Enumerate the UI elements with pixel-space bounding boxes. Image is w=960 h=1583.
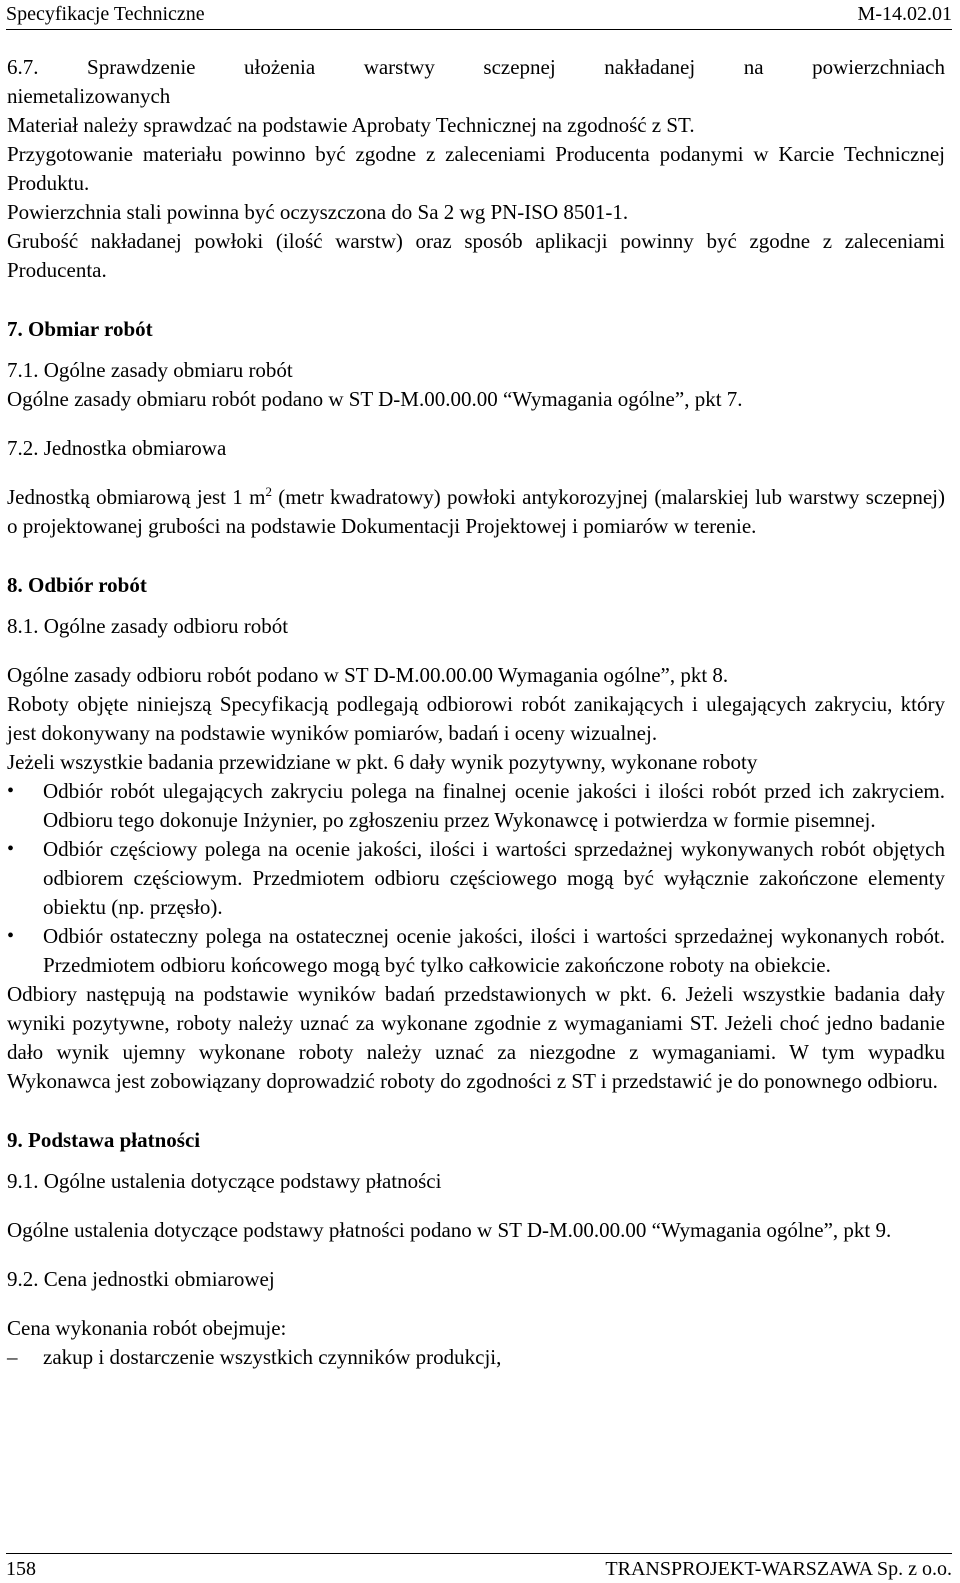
bullet-icon: • xyxy=(7,925,15,947)
section-7-title: 7. Obmiar robót xyxy=(7,317,153,341)
unit-superscript: 2 xyxy=(265,484,272,499)
section-7-2-text xyxy=(7,483,945,541)
bullet-text: Odbiór robót ulegających zakryciu polega na finalnej ocenie jakości i ilości robót przed ich zakryciem. Odbioru tego dokonuje Inżynier, po zgłoszeniu przez Wykonawcę i potwierdza w formie pisemnej. xyxy=(43,779,945,832)
section-6-7-para-3: Powierzchnia stali powinna być oczyszczona do Sa 2 wg PN-ISO 8501-1. xyxy=(7,200,629,224)
section-6-7-para-1: Materiał należy sprawdzać na podstawie Aprobaty Technicznej na zgodność z ST. xyxy=(7,113,695,137)
section-8-jezeli-para: Jeżeli wszystkie badania przewidziane w pkt. 6 dały wynik pozytywny, wykonane roboty xyxy=(7,750,758,774)
list-item xyxy=(7,835,945,922)
section-8-odbiory-para: Odbiory następują na podstawie wyników badań przedstawionych w pkt. 6. Jeżeli wszystkie badania dały wyniki pozytywne, roboty należy uznać za wykonane zgodnie z wymaganiami ST. Jeżeli choć jedno badanie dało wynik ujemny wykonane roboty należy uznać za niezgodne z wymaganiami. W tym wypadku Wykonawca jest zobowiązany doprowadzić roboty do zgodności z ST i przedstawić je do ponownego odbioru. xyxy=(7,982,945,1093)
list-item xyxy=(7,922,945,980)
section-8-title: 8. Odbiór robót xyxy=(7,573,147,597)
section-9-2-title: 9.2. Cena jednostki obmiarowej xyxy=(7,1267,275,1291)
section-6-7-heading-line2: niemetalizowanych xyxy=(7,84,171,108)
dash-icon: – xyxy=(7,1345,18,1369)
section-6-7-heading-line1: 6.7. Sprawdzenie ułożenia warstwy sczepnej nakładanej na powierzchniach xyxy=(7,55,945,79)
header-doc-code: M-14.02.01 xyxy=(857,3,952,25)
section-6-7-para-4: Grubość nakładanej powłoki (ilość warstw) oraz sposób aplikacji powinny być zgodne z zaleceniami Producenta. xyxy=(7,229,945,282)
bullet-text: Odbiór ostateczny polega na ostatecznej ocenie jakości, ilości i wartości sprzedażnej wykonanych robót. Przedmiotem odbioru końcowego mogą być tylko całkowicie zakończone roboty na obiekcie. xyxy=(43,924,945,977)
bullet-icon: • xyxy=(7,838,15,860)
acceptance-bullet-list xyxy=(7,777,945,980)
list-item xyxy=(7,777,945,835)
section-9-1-title: 9.1. Ogólne ustalenia dotyczące podstawy płatności xyxy=(7,1169,442,1193)
page-footer xyxy=(6,1553,952,1581)
section-8-roboty-para: Roboty objęte niniejszą Specyfikacją podlegają odbiorowi robót zanikających i ulegających zakryciu, który jest dokonywany na podstawie wyników pomiarów, badań i oceny wizualnej. xyxy=(7,692,945,745)
footer-company: TRANSPROJEKT-WARSZAWA Sp. z o.o. xyxy=(605,1558,952,1580)
section-7-2-title: 7.2. Jednostka obmiarowa xyxy=(7,436,227,460)
section-9-title: 9. Podstawa płatności xyxy=(7,1128,201,1152)
section-9-1-text: Ogólne ustalenia dotyczące podstawy płatności podano w ST D-M.00.00.00 “Wymagania ogólne”, pkt 9. xyxy=(7,1218,892,1242)
section-7-1-title: 7.1. Ogólne zasady obmiaru robót xyxy=(7,358,293,382)
unit-text-b: (metr kwadratowy) powłoki antykorozyjnej (malarskiej lub warstwy sczepnej) o projektowanej grubości na podstawie Dokumentacji Projektowej i pomiarów w terenie. xyxy=(7,485,945,538)
section-8-1-text: Ogólne zasady odbioru robót podano w ST D-M.00.00.00 Wymagania ogólne”, pkt 8. xyxy=(7,663,729,687)
page-number: 158 xyxy=(6,1558,36,1580)
section-8-1-title: 8.1. Ogólne zasady odbioru robót xyxy=(7,614,289,638)
section-7-1-text: Ogólne zasady obmiaru robót podano w ST D-M.00.00.00 “Wymagania ogólne”, pkt 7. xyxy=(7,387,743,411)
unit-text-a: Jednostką obmiarową jest 1 m xyxy=(7,485,266,509)
list-item xyxy=(7,1343,945,1372)
section-6-7-para-2: Przygotowanie materiału powinno być zgodne z zaleceniami Producenta podanymi w Karcie Technicznej Produktu. xyxy=(7,142,945,195)
section-9-2-intro: Cena wykonania robót obejmuje: xyxy=(7,1316,287,1340)
page-header xyxy=(6,2,952,30)
cost-item-list xyxy=(7,1343,945,1372)
document-body xyxy=(7,53,945,1372)
dash-item-text: zakup i dostarczenie wszystkich czynników produkcji, xyxy=(43,1345,502,1369)
header-title: Specyfikacje Techniczne xyxy=(6,3,205,25)
bullet-text: Odbiór częściowy polega na ocenie jakości, ilości i wartości sprzedażnej wykonywanych robót objętych odbiorem częściowym. Przedmiotem odbioru częściowego mogą być wyłącznie zakończone elementy obiektu (np. przęsło). xyxy=(43,837,945,919)
bullet-icon: • xyxy=(7,780,15,802)
